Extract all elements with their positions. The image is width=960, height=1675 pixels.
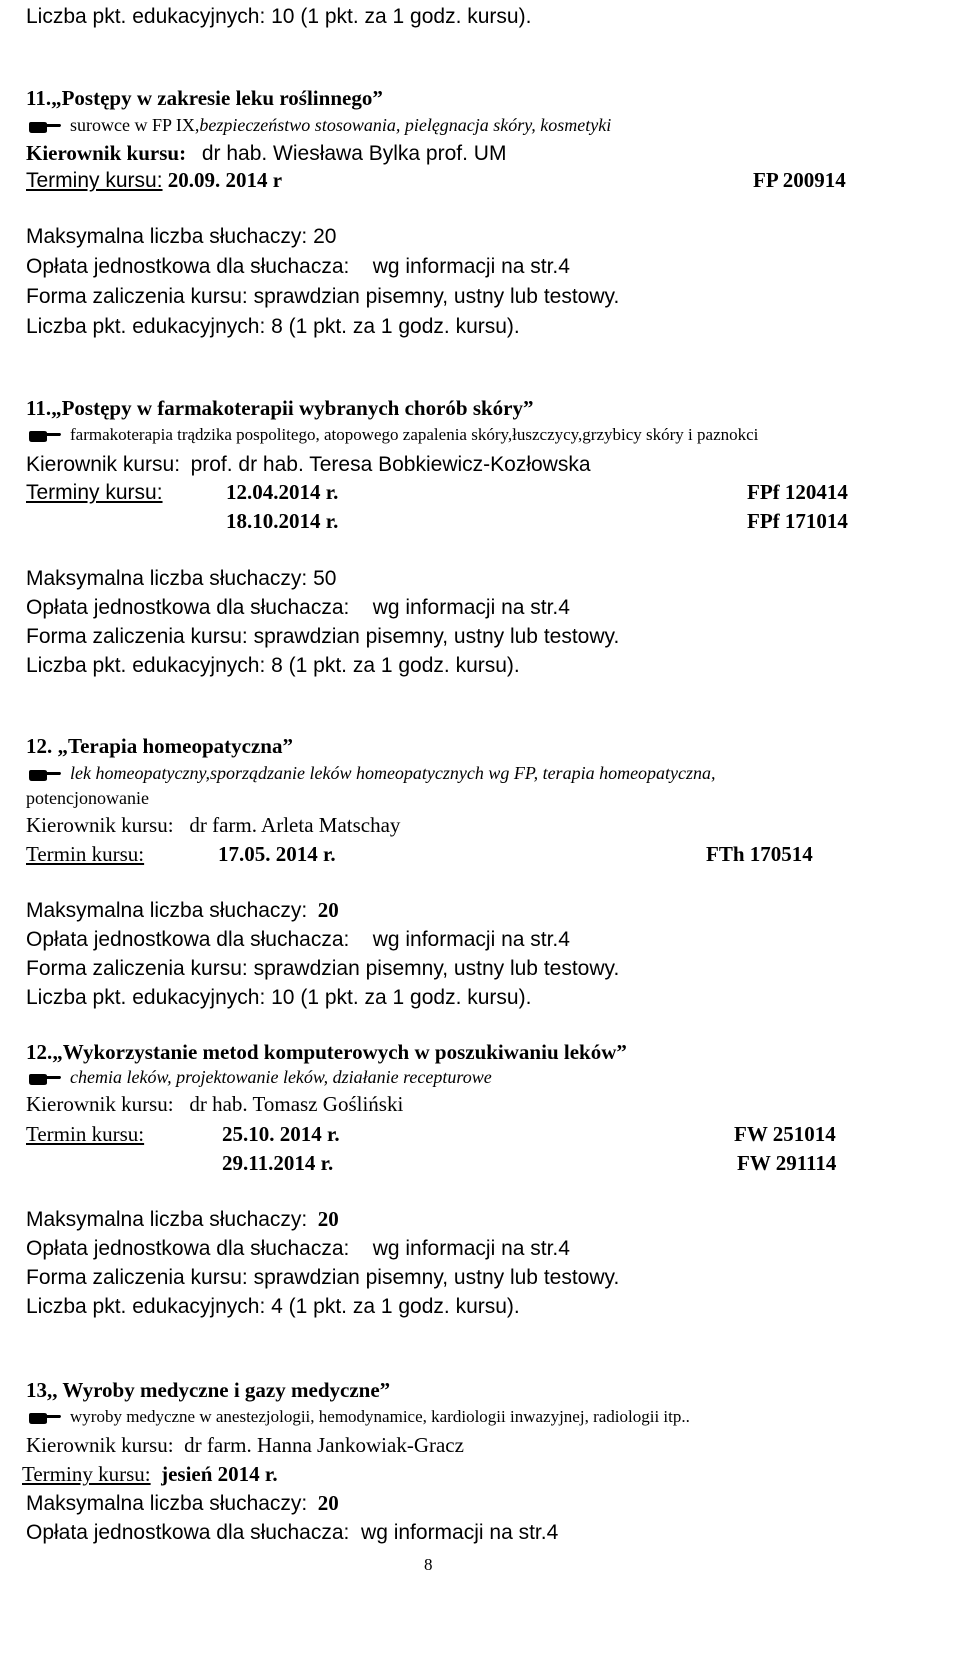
s4-kierownik-label: Kierownik kursu: (26, 1092, 174, 1116)
s1-punkty: Liczba pkt. edukacyjnych: 8 (1 pkt. za 1 godz. kursu). (26, 315, 520, 338)
s3-punkty: Liczba pkt. edukacyjnych: 10 (1 pkt. za 1 godz. kursu). (26, 986, 532, 1009)
s5-description (28, 1408, 690, 1425)
s1-oplata-value: wg informacji na str.4 (372, 255, 570, 278)
s3-description-line2: potencjonowanie (26, 788, 149, 808)
s2-max: Maksymalna liczba słuchaczy: 50 (26, 567, 337, 590)
s2-date-1: 12.04.2014 r. (226, 480, 339, 504)
s2-oplata (26, 597, 570, 618)
s5-oplata (26, 1522, 558, 1543)
s2-terminy (26, 482, 163, 503)
pointing-hand-icon (28, 1411, 62, 1425)
s3-description (28, 764, 716, 782)
s2-oplata-value: wg informacji na str.4 (372, 596, 570, 619)
s1-description (28, 116, 611, 134)
s5-max-label: Maksymalna liczba słuchaczy: (26, 1492, 308, 1515)
s1-kierownik-value: dr hab. Wiesława Bylka prof. UM (201, 142, 507, 165)
pointing-hand-icon (28, 1072, 62, 1086)
s3-forma: Forma zaliczenia kursu: sprawdzian pisemny, ustny lub testowy. (26, 957, 620, 980)
s1-terminy-label: Terminy kursu: (26, 169, 163, 192)
s3-kierownik (26, 815, 400, 836)
s4-max-value: 20 (317, 1207, 339, 1231)
s5-oplata-label: Opłata jednostkowa dla słuchacza: (26, 1521, 350, 1544)
s5-kierownik-value: dr farm. Hanna Jankowiak-Gracz (184, 1433, 464, 1457)
s3-description-line1: lek homeopatyczny,sporządzanie leków homeopatycznych wg FP, terapia homeopatyczna, (70, 763, 716, 783)
s1-code: FP 200914 (753, 168, 846, 192)
s1-max: Maksymalna liczba słuchaczy: 20 (26, 225, 337, 248)
s3-date: 17.05. 2014 r. (218, 842, 336, 866)
s2-code-2: FPf 171014 (747, 509, 848, 533)
s2-terminy-label: Terminy kursu: (26, 481, 163, 504)
s5-terminy-label: Terminy kursu: (22, 1462, 151, 1486)
s4-oplata-label: Opłata jednostkowa dla słuchacza: (26, 1237, 350, 1260)
s1-oplata-label: Opłata jednostkowa dla słuchacza: (26, 255, 350, 278)
s5-max (26, 1493, 339, 1514)
s4-max (26, 1209, 339, 1230)
s2-oplata-label: Opłata jednostkowa dla słuchacza: (26, 596, 350, 619)
s4-kierownik (26, 1094, 403, 1115)
s2-kierownik (26, 454, 591, 475)
pointing-hand-icon (28, 429, 62, 443)
s4-max-label: Maksymalna liczba słuchaczy: (26, 1208, 308, 1231)
s2-code-1: FPf 120414 (747, 480, 848, 504)
s3-oplata-label: Opłata jednostkowa dla słuchacza: (26, 928, 350, 951)
s5-kierownik-label: Kierownik kursu: (26, 1433, 174, 1457)
s2-punkty: Liczba pkt. edukacyjnych: 8 (1 pkt. za 1 godz. kursu). (26, 654, 520, 677)
s3-oplata (26, 929, 570, 950)
page-number: 8 (424, 1555, 433, 1574)
s5-oplata-value: wg informacji na str.4 (361, 1521, 559, 1544)
s3-kierownik-label: Kierownik kursu: (26, 813, 174, 837)
s1-kierownik-label: Kierownik kursu: (26, 141, 187, 165)
s3-max (26, 900, 339, 921)
s1-course-title: 11.„Postępy w zakresie leku roślinnego” (26, 86, 383, 110)
s2-course-title: 11.„Postępy w farmakoterapii wybranych chorób skóry” (26, 396, 534, 420)
s4-punkty: Liczba pkt. edukacyjnych: 4 (1 pkt. za 1 godz. kursu). (26, 1295, 520, 1318)
s2-kierownik-value: prof. dr hab. Teresa Bobkiewicz-Kozłowska (190, 453, 591, 476)
s3-max-label: Maksymalna liczba słuchaczy: (26, 899, 308, 922)
s4-oplata-value: wg informacji na str.4 (372, 1237, 570, 1260)
s4-forma: Forma zaliczenia kursu: sprawdzian pisemny, ustny lub testowy. (26, 1266, 620, 1289)
s4-course-title: 12.„Wykorzystanie metod komputerowych w poszukiwaniu leków” (26, 1040, 627, 1064)
s2-date-2: 18.10.2014 r. (226, 509, 339, 533)
s2-forma: Forma zaliczenia kursu: sprawdzian pisemny, ustny lub testowy. (26, 625, 620, 648)
s1-terminy (26, 170, 282, 191)
s4-code-1: FW 251014 (734, 1122, 836, 1146)
s5-kierownik (26, 1435, 464, 1456)
pointing-hand-icon (28, 768, 62, 782)
s2-description (28, 426, 758, 443)
pointing-hand-icon (28, 120, 62, 134)
s4-code-2: FW 291114 (737, 1151, 837, 1175)
s1-kierownik (26, 143, 506, 164)
s4-date-1: 25.10. 2014 r. (222, 1122, 340, 1146)
s1-oplata (26, 256, 570, 277)
s5-max-value: 20 (317, 1491, 339, 1515)
s1-description-italic: bezpieczeństwo stosowania, pielęgnacja skóry, kosmetyki (199, 115, 612, 135)
s3-max-value: 20 (317, 898, 339, 922)
s3-kierownik-value: dr farm. Arleta Matschay (189, 813, 401, 837)
s3-termin-label: Termin kursu: (26, 842, 145, 866)
s4-kierownik-value: dr hab. Tomasz Gośliński (189, 1092, 404, 1116)
s1-forma: Forma zaliczenia kursu: sprawdzian pisemny, ustny lub testowy. (26, 285, 620, 308)
s5-date: jesień 2014 r. (161, 1462, 278, 1486)
s4-oplata (26, 1238, 570, 1259)
s1-description-text: surowce w FP IX, (70, 115, 200, 135)
s4-description (28, 1068, 492, 1086)
s4-description-text: chemia leków, projektowanie leków, działanie recepturowe (70, 1067, 492, 1087)
s2-description-text: farmakoterapia trądzika pospolitego, atopowego zapalenia skóry,łuszczycy,grzybicy skóry i paznokci (70, 425, 759, 444)
s5-course-title: 13,, Wyroby medyczne i gazy medyczne” (26, 1378, 391, 1402)
s5-description-text: wyroby medyczne w anestezjologii, hemodynamice, kardiologii inwazyjnej, radiologii itp.. (70, 1407, 690, 1426)
s0-punkty: Liczba pkt. edukacyjnych: 10 (1 pkt. za 1 godz. kursu). (26, 5, 532, 28)
s2-kierownik-label: Kierownik kursu: (26, 453, 181, 476)
s5-terminy (22, 1464, 278, 1485)
s3-oplata-value: wg informacji na str.4 (372, 928, 570, 951)
s1-date: 20.09. 2014 r (167, 168, 283, 192)
s4-date-2: 29.11.2014 r. (222, 1151, 334, 1175)
s3-code: FTh 170514 (706, 842, 813, 866)
s4-termin-label: Termin kursu: (26, 1122, 145, 1146)
s3-course-title: 12. „Terapia homeopatyczna” (26, 734, 293, 758)
